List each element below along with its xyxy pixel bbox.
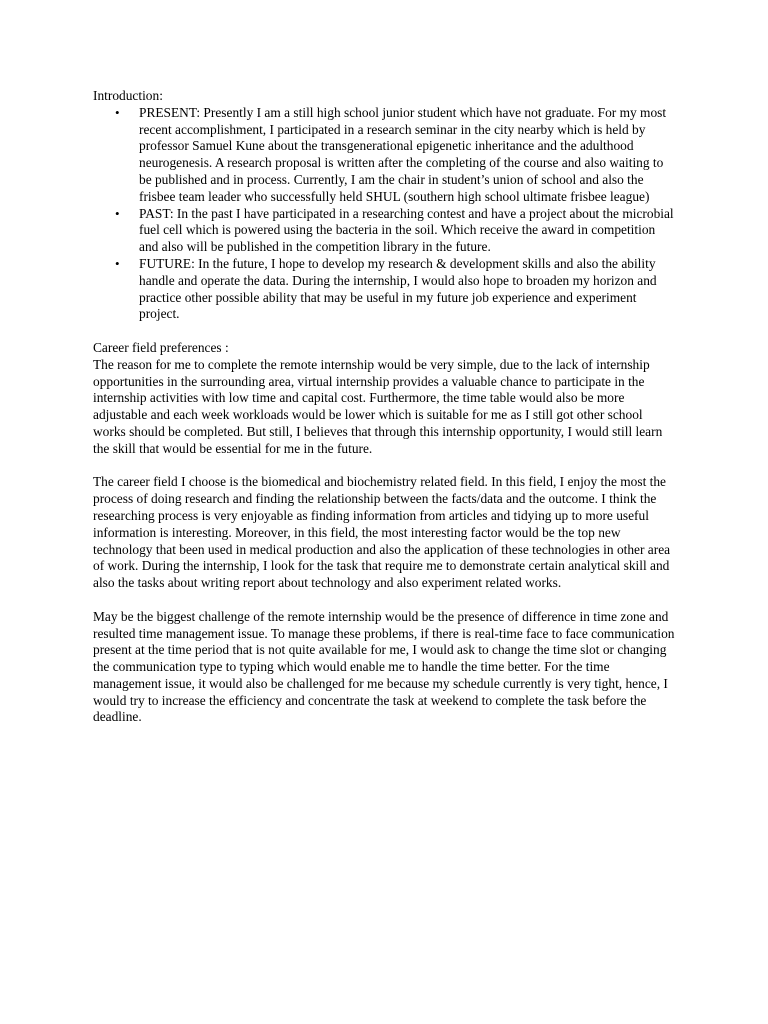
intro-item-text: FUTURE: In the future, I hope to develop my research & development skills and also the ability handle and operate the data. During the internship, I would also hope to broaden my horizon and practice other possible ability that may be useful in my future job experience and experiment project. bbox=[139, 255, 657, 322]
career-paragraph-field: The career field I choose is the biomedical and biochemistry related field. In this field, I enjoy the most the process of doing research and finding the relationship between the facts/data and the outcome. I think the researching process is very enjoyable as finding information from articles and tidying up to more useful information is interesting. Moreover, in this field, the most interesting factor would be the top new technology that been used in medical production and also the application of these technologies in other area of work. During the internship, I look for the task that require me to demonstrate certain analytical skill and also the tasks about writing report about technology and also experiment related works. bbox=[93, 474, 671, 591]
intro-list bbox=[93, 105, 677, 323]
intro-item-text: PAST: In the past I have participated in a researching contest and have a project about the microbial fuel cell which is powered using the bacteria in the soil. Which receive the award in competition and also will be published in the competition library in the future. bbox=[139, 205, 674, 255]
intro-heading: Introduction: bbox=[93, 88, 163, 103]
intro-item-text: PRESENT: Presently I am a still high school junior student which have not graduate. For my most recent accomplishment, I participated in a research seminar in the city nearby which is held by professor Samuel Kune about the transgenerational epigenetic inheritance and the adulthood neurogenesis. A research proposal is written after the completing of the course and also waiting to be published and in process. Currently, I am the chair in student’s union of school and also the frisbee team leader who successfully held SHUL (southern high school ultimate frisbee league) bbox=[139, 104, 667, 204]
bullet-icon: • bbox=[115, 255, 120, 271]
career-heading: Career field preferences : bbox=[93, 339, 229, 355]
bullet-icon: • bbox=[115, 205, 120, 221]
intro-item-present bbox=[115, 104, 677, 206]
intro-item-past bbox=[115, 205, 677, 256]
blank-line bbox=[93, 323, 677, 340]
career-paragraph-reason: The reason for me to complete the remote internship would be very simple, due to the lack of internship opportunities in the surrounding area, virtual internship provides a valuable chance to participate in the internship activities with low time and capital cost. Furthermore, the time table would also be more adjustable and each week workloads would be lower which is suitable for me as I still got other school works should be completed. But still, I believes that through this internship opportunity, I would still learn the skill that would be essential for me in the future. bbox=[93, 356, 663, 456]
bullet-icon: • bbox=[115, 104, 120, 120]
blank-line bbox=[93, 458, 677, 475]
intro-item-future bbox=[115, 255, 677, 323]
career-paragraph-challenge: May be the biggest challenge of the remote internship would be the presence of difference in time zone and resulted time management issue. To manage these problems, if there is real-time face to face communication present at the time period that is not quite available for me, I would ask to change the time slot or changing the communication type to typing which would enable me to handle the time better. For the time management issue, it would also be challenged for me because my schedule currently is very tight, hence, I would try to increase the efficiency and concentrate the task at weekend to complete the task before the deadline. bbox=[93, 608, 675, 725]
blank-line bbox=[93, 592, 677, 609]
document-page bbox=[93, 88, 677, 726]
